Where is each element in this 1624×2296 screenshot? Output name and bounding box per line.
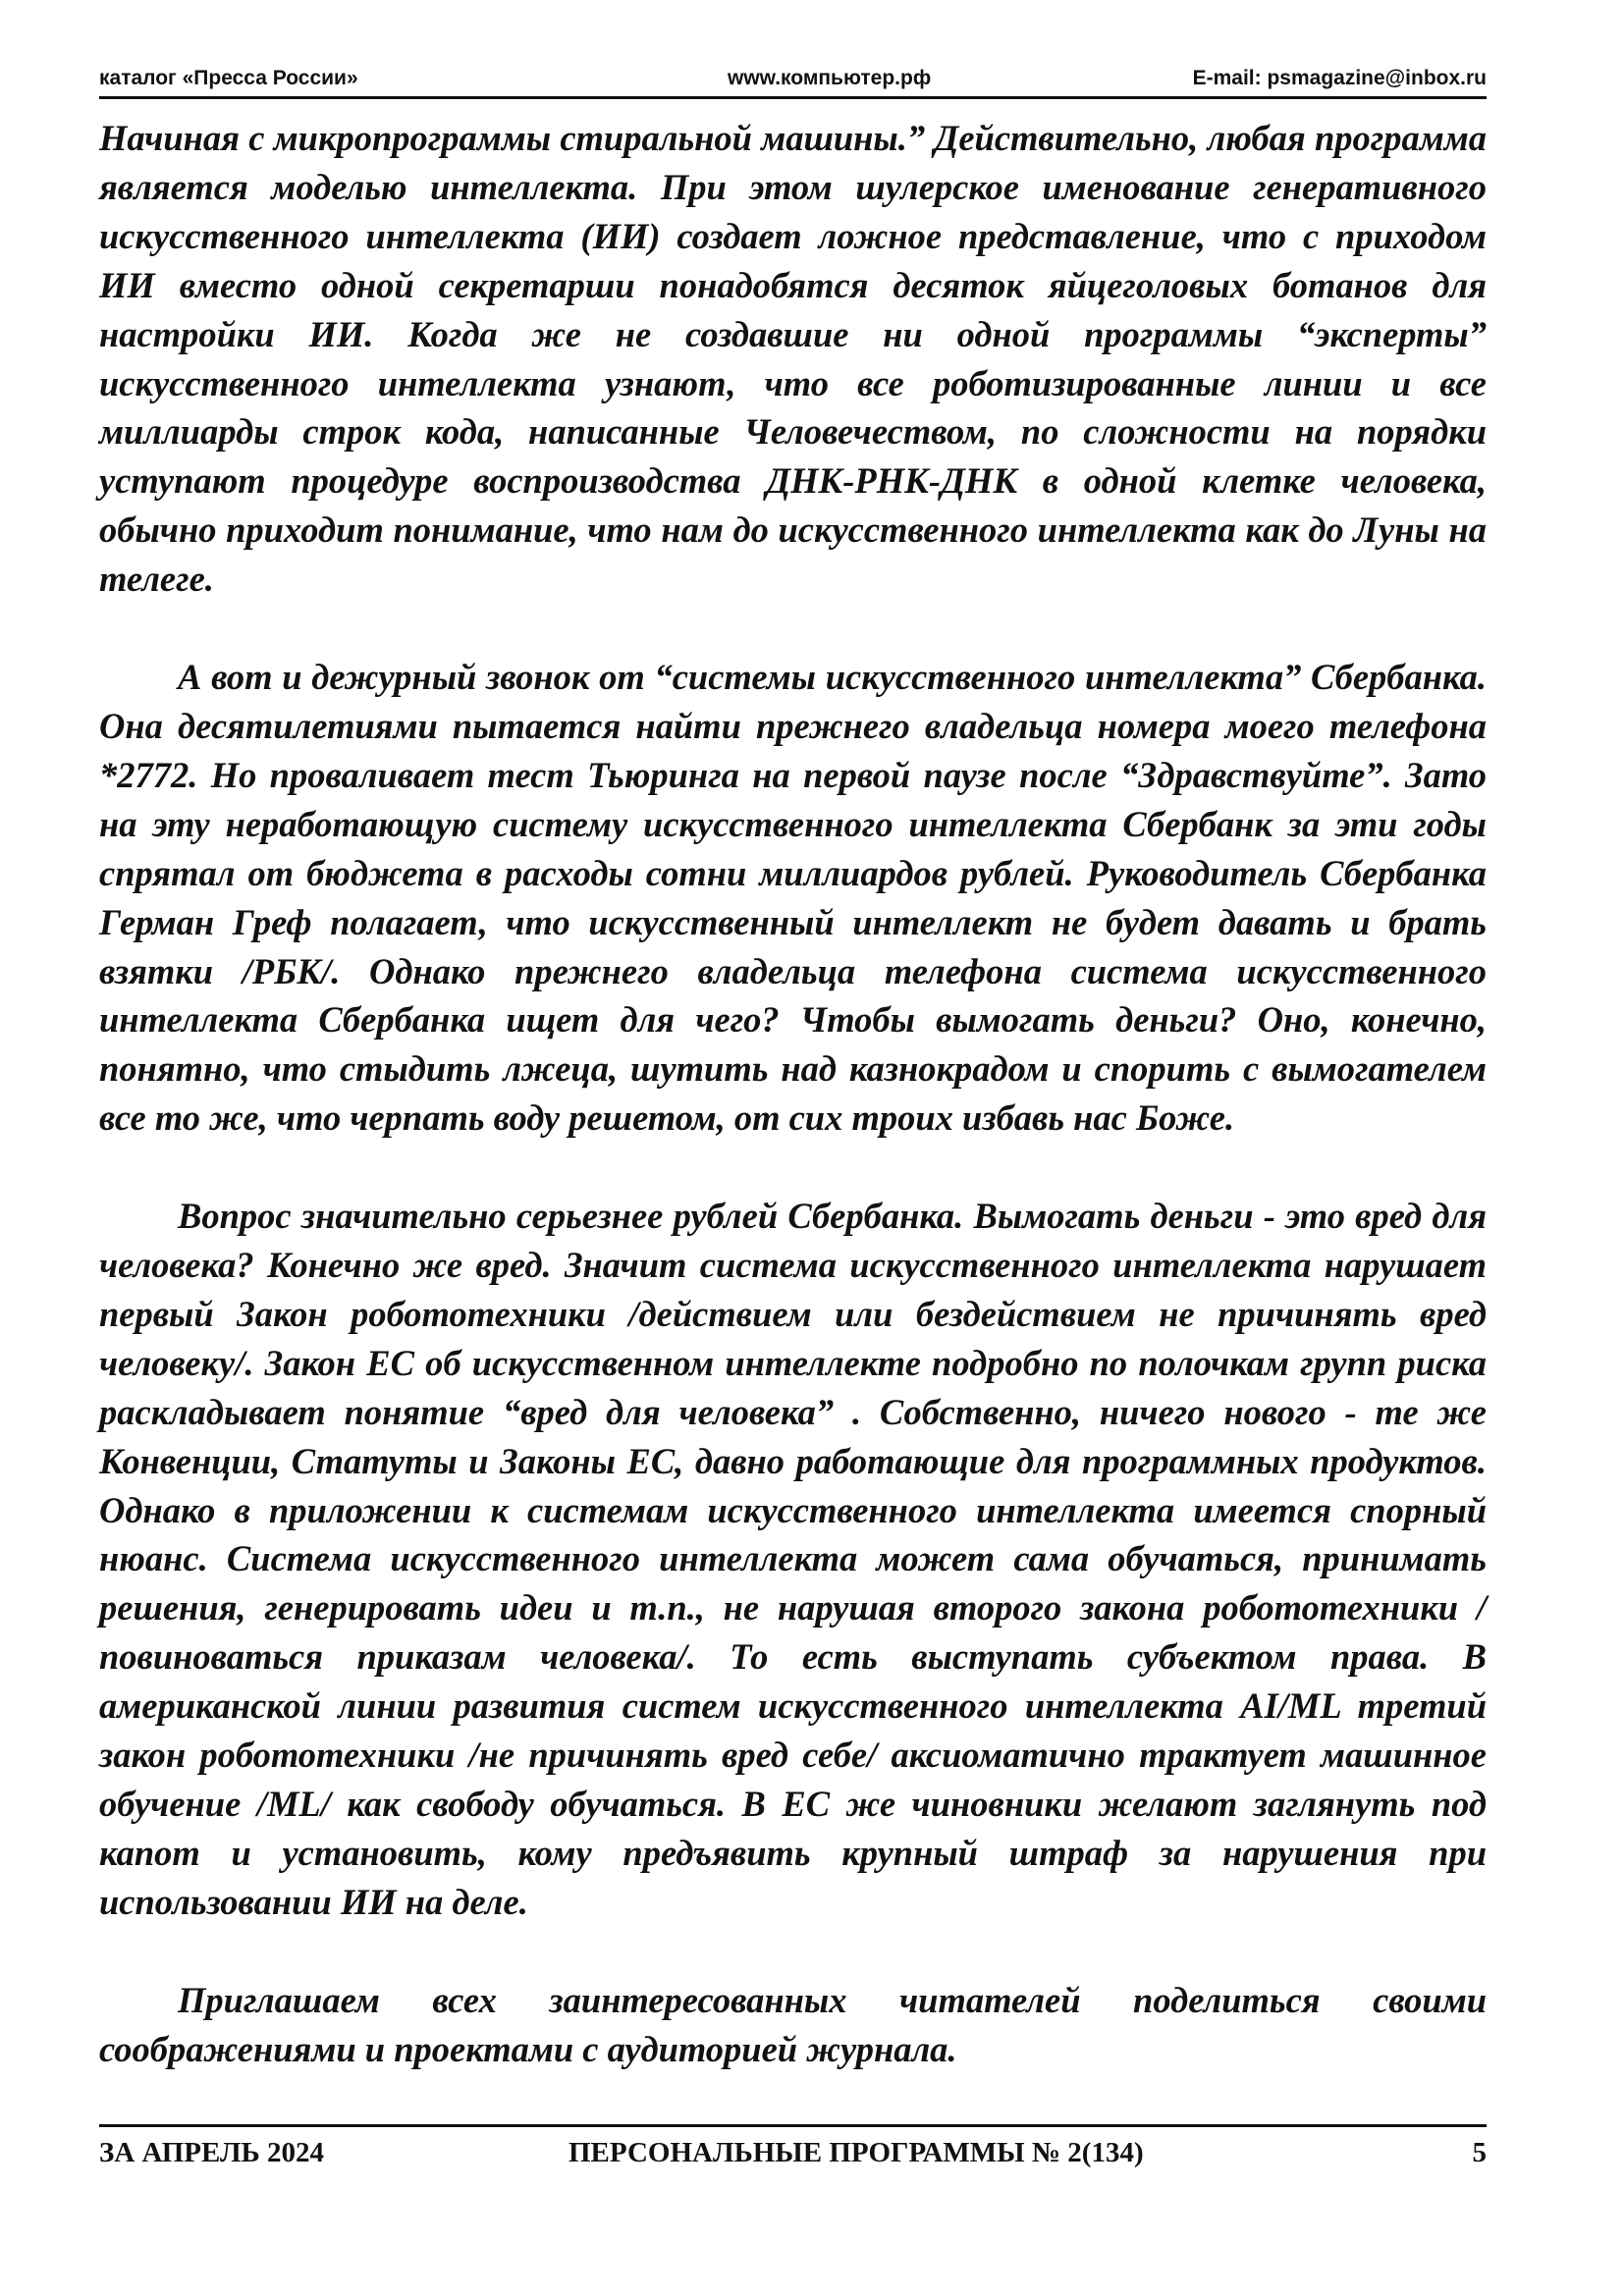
paragraph-robotics-laws: Вопрос значительно серьезнее рублей Сбербанка. Вымогать деньги - это вред для человека? Конечно же вред. Значит система искусственного интеллекта нарушает первый Закон робототехники /действием или бездействием не причинять вред человеку/. Закон ЕС об искусственном интеллекте подробно по полочкам групп риска раскладывает понятие “вред для человека” . Собственно, ничего нового - те же Конвенции, Статуты и Законы ЕС, давно работающие для программных продуктов. Однако в приложении к системам искусственного интеллекта имеется спорный нюанс. Система искусственного интеллекта может сама обучаться, принимать решения, генерировать идеи и т.п., не нарушая второго закона робототехники /повиноваться приказам человека/. То есть выступать субъектом права. В американской линии развития систем искусственного интеллекта AI/ML третий закон робототехники /не причинять вред себе/ аксиоматично трактует машинное обучение /ML/ как свободу обучаться. В ЕС же чиновники желают заглянуть под капот и установить, кому предъявить крупный штраф за нарушения при использовании ИИ на деле.: [99, 1196, 1487, 1922]
header-email: E-mail: psmagazine@inbox.ru: [1192, 67, 1487, 89]
header-website: www.компьютер.рф: [728, 67, 932, 89]
footer-magazine-title: ПЕРСОНАЛЬНЫЕ ПРОГРАММЫ № 2(134): [568, 2137, 1144, 2168]
footer-issue-date: ЗА АПРЕЛЬ 2024: [99, 2137, 324, 2168]
article-body: [99, 114, 1487, 2074]
paragraph-sberbank-call: А вот и дежурный звонок от “системы искусственного интеллекта” Сбербанка. Она десятилетиями пытается найти прежнего владельца номера моего телефона *2772. Но проваливает тест Тьюринга на первой паузе после “Здравствуйте”. Зато на эту неработающую систему искусственного интеллекта Сбербанк за эти годы спрятал от бюджета в расходы сотни миллиардов рублей. Руководитель Сбербанка Герман Греф полагает, что искусственный интеллект не будет давать и брать взятки /РБК/. Однако прежнего владельца телефона система искусственного интеллекта Сбербанка ищет для чего? Чтобы вымогать деньги? Оно, конечно, понятно, что стыдить лжеца, шутить над казнокрадом и спорить с вымогателем все то же, что черпать воду решетом, от сих троих избавь нас Боже.: [99, 657, 1487, 1139]
paragraph-continued: Начиная с микропрограммы стиральной машины.” Действительно, любая программа является моделью интеллекта. При этом шулерское именование генеративного искусственного интеллекта (ИИ) создает ложное представление, что с приходом ИИ вместо одной секретарши понадобятся десяток яйцеголовых ботанов для настройки ИИ. Когда же не создавшие ни одной программы “эксперты” искусственного интеллекта узнают, что все роботизированные линии и все миллиарды строк кода, написанные Человечеством, по сложности на порядки уступают процедуре воспроизводства ДНК-РНК-ДНК в одной клетке человека, обычно приходит понимание, что нам до искусственного интеллекта как до Луны на телеге.: [99, 118, 1487, 600]
page-header: [99, 61, 1487, 99]
paragraph-invitation: Приглашаем всех заинтересованных читателей поделиться своими соображениями и проектами с аудиторией журнала.: [99, 1979, 1487, 2069]
header-catalog: каталог «Пресса России»: [99, 67, 358, 89]
page-number: 5: [1472, 2137, 1487, 2168]
page-footer: [99, 2124, 1487, 2178]
